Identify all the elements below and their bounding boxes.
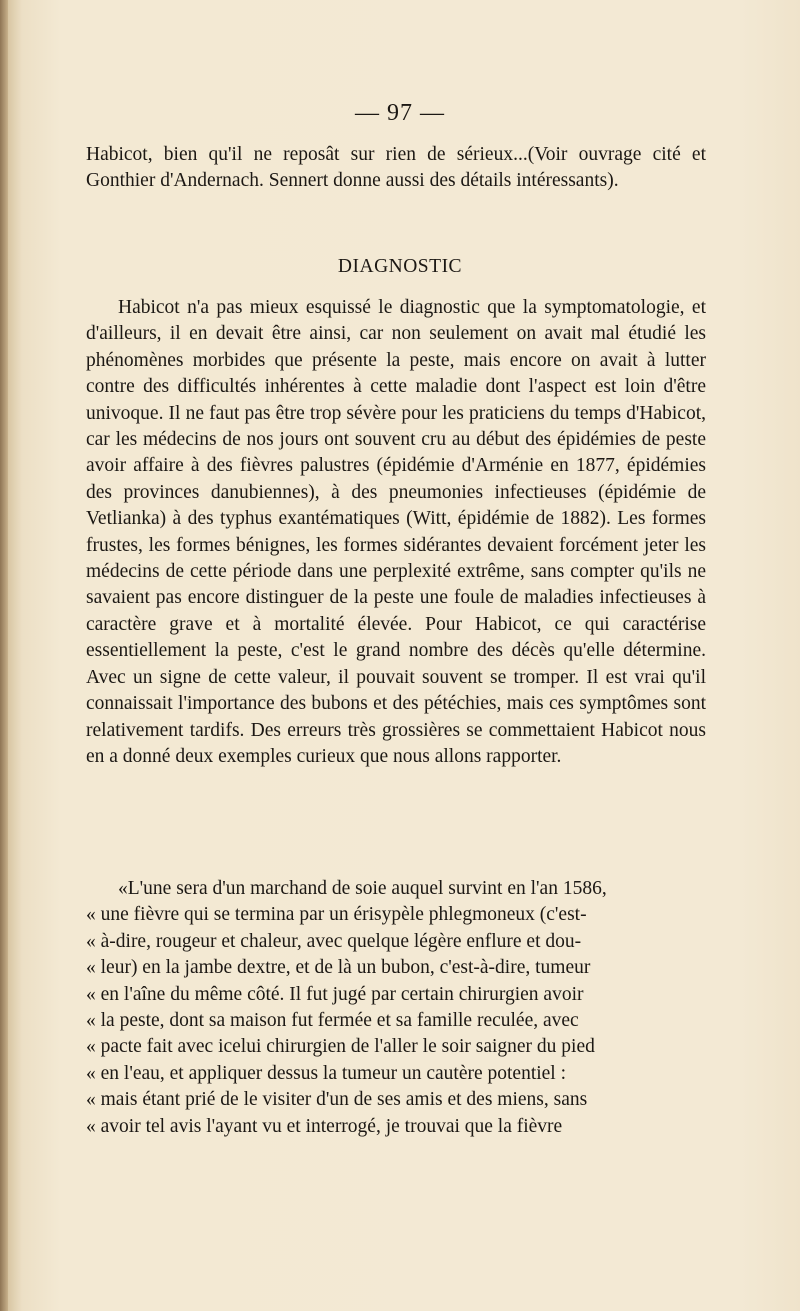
quote-line: « avoir tel avis l'ayant vu et interrogé, je trouvai que la fièvre (86, 1115, 563, 1137)
section-heading: DIAGNOSTIC (337, 256, 463, 277)
quotation-block (86, 876, 706, 1140)
quote-line: « à-dire, rougeur et chaleur, avec quelque légère enflure et dou- (86, 930, 582, 952)
quote-line: « leur) en la jambe dextre, et de là un bubon, c'est-à-dire, tumeur (86, 957, 591, 979)
quote-line: « une fièvre qui se termina par un érisypèle phlegmoneux (c'est- (86, 904, 587, 926)
quote-line: « pacte fait avec icelui chirurgien de l'aller le soir saigner du pied (86, 1036, 595, 1058)
page-number: — 97 — (355, 100, 445, 126)
quote-line: « la peste, dont sa maison fut fermée et sa famille reculée, avec (86, 1010, 579, 1032)
quote-line: « mais étant prié de le visiter d'un de ses amis et des miens, sans (86, 1089, 588, 1111)
quote-line: « en l'eau, et appliquer dessus la tumeur un cautère potentiel : (86, 1062, 567, 1084)
intro-paragraph: Habicot, bien qu'il ne reposât sur rien de sérieux...(Voir ouvrage cité et Gonthier d'Andernach. Sennert donne aussi des détails intéressants). (86, 144, 706, 192)
quote-line: « en l'aîne du même côté. Il fut jugé par certain chirurgien avoir (86, 983, 584, 1005)
page-binding-edge (0, 0, 8, 1311)
quote-line: «L'une sera d'un marchand de soie auquel survint en l'an 1586, (118, 878, 607, 899)
main-paragraph: Habicot n'a pas mieux esquissé le diagnostic que la symptomatologie, et d'ailleurs, il en devait être ainsi, car non seulement on avait mal étudié les phénomènes morbides que présente la peste, mais encore on avait à lutter contre des difficultés inhérentes à cette maladie dont l'aspect est loin d'être univoque. Il ne faut pas être trop sévère pour les praticiens du temps d'Habicot, car les médecins de nos jours ont souvent cru au début des épidémies de peste avoir affaire à des fièvres palustres (épidémie d'Arménie en 1877, épidémies des provinces danubiennes), à des pneumonies infectieuses (épidémie de Vetlianka) à des typhus exantématiques (Witt, épidémie de 1882). Les formes frustes, les formes bénignes, les formes sidérantes devaient forcément jeter les médecins de cette période dans une perplexité extrême, sans compter qu'ils ne savaient pas encore distinguer de la peste une foule de maladies infectieuses à caractère grave et à mortalité élevée. Pour Habicot, ce qui caractérise essentiellement la peste, c'est le grand nombre des décès qu'elle détermine. Avec un signe de cette valeur, il pouvait souvent se tromper. Il est vrai qu'il connaissait l'importance des bubons et des pétéchies, mais ces symptômes sont relativement tardifs. Des erreurs très grossières se commettaient Habicot nous en a donné deux exemples curieux que nous allons rapporter. (86, 297, 706, 767)
